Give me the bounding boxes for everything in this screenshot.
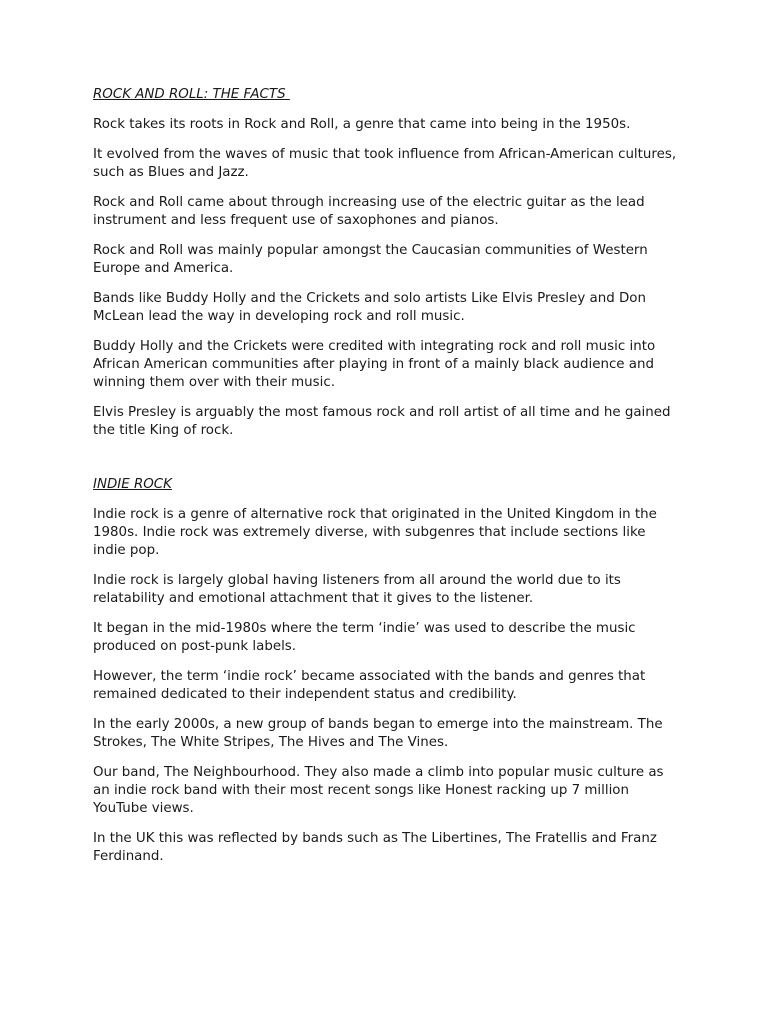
- paragraph: In the UK this was reflected by bands such as The Libertines, The Fratellis and Franz Ferdinand.: [93, 831, 657, 864]
- paragraph: Rock and Roll came about through increasing use of the electric guitar as the lead instrument and less frequent use of saxophones and pianos.: [93, 195, 645, 228]
- paragraph: Indie rock is largely global having listeners from all around the world due to its relatability and emotional attachment that it gives to the listener.: [93, 573, 621, 606]
- paragraph: In the early 2000s, a new group of bands began to emerge into the mainstream. The Strokes, The White Stripes, The Hives and The Vines.: [93, 717, 663, 750]
- section-rock-and-roll: [93, 86, 678, 440]
- paragraph: Elvis Presley is arguably the most famous rock and roll artist of all time and he gained the title King of rock.: [93, 405, 671, 438]
- paragraph: Bands like Buddy Holly and the Crickets and solo artists Like Elvis Presley and Don McLean lead the way in developing rock and roll music.: [93, 291, 646, 324]
- paragraph: Indie rock is a genre of alternative rock that originated in the United Kingdom in the 1980s. Indie rock was extremely diverse, with subgenres that include sections like indie pop.: [93, 507, 657, 558]
- paragraph: Buddy Holly and the Crickets were credited with integrating rock and roll music into African American communities after playing in front of a mainly black audience and winning them over with their music.: [93, 339, 656, 390]
- section-heading: INDIE ROCK: [93, 477, 172, 492]
- paragraph: Rock takes its roots in Rock and Roll, a genre that came into being in the 1950s.: [93, 117, 631, 132]
- paragraph: Rock and Roll was mainly popular amongst the Caucasian communities of Western Europe and America.: [93, 243, 648, 276]
- section-heading: ROCK AND ROLL: THE FACTS: [93, 87, 290, 102]
- section-indie-rock: [93, 476, 678, 866]
- paragraph: However, the term ‘indie rock’ became associated with the bands and genres that remained dedicated to their independent status and credibility.: [93, 669, 646, 702]
- paragraph: Our band, The Neighbourhood. They also made a climb into popular music culture as an indie rock band with their most recent songs like Honest racking up 7 million YouTube views.: [93, 765, 664, 816]
- paragraph: It began in the mid-1980s where the term ‘indie’ was used to describe the music produced on post-punk labels.: [93, 621, 636, 654]
- section-spacer: [93, 452, 678, 476]
- document-page: [93, 86, 678, 878]
- paragraph: It evolved from the waves of music that took influence from African-American cultures, such as Blues and Jazz.: [93, 147, 677, 180]
